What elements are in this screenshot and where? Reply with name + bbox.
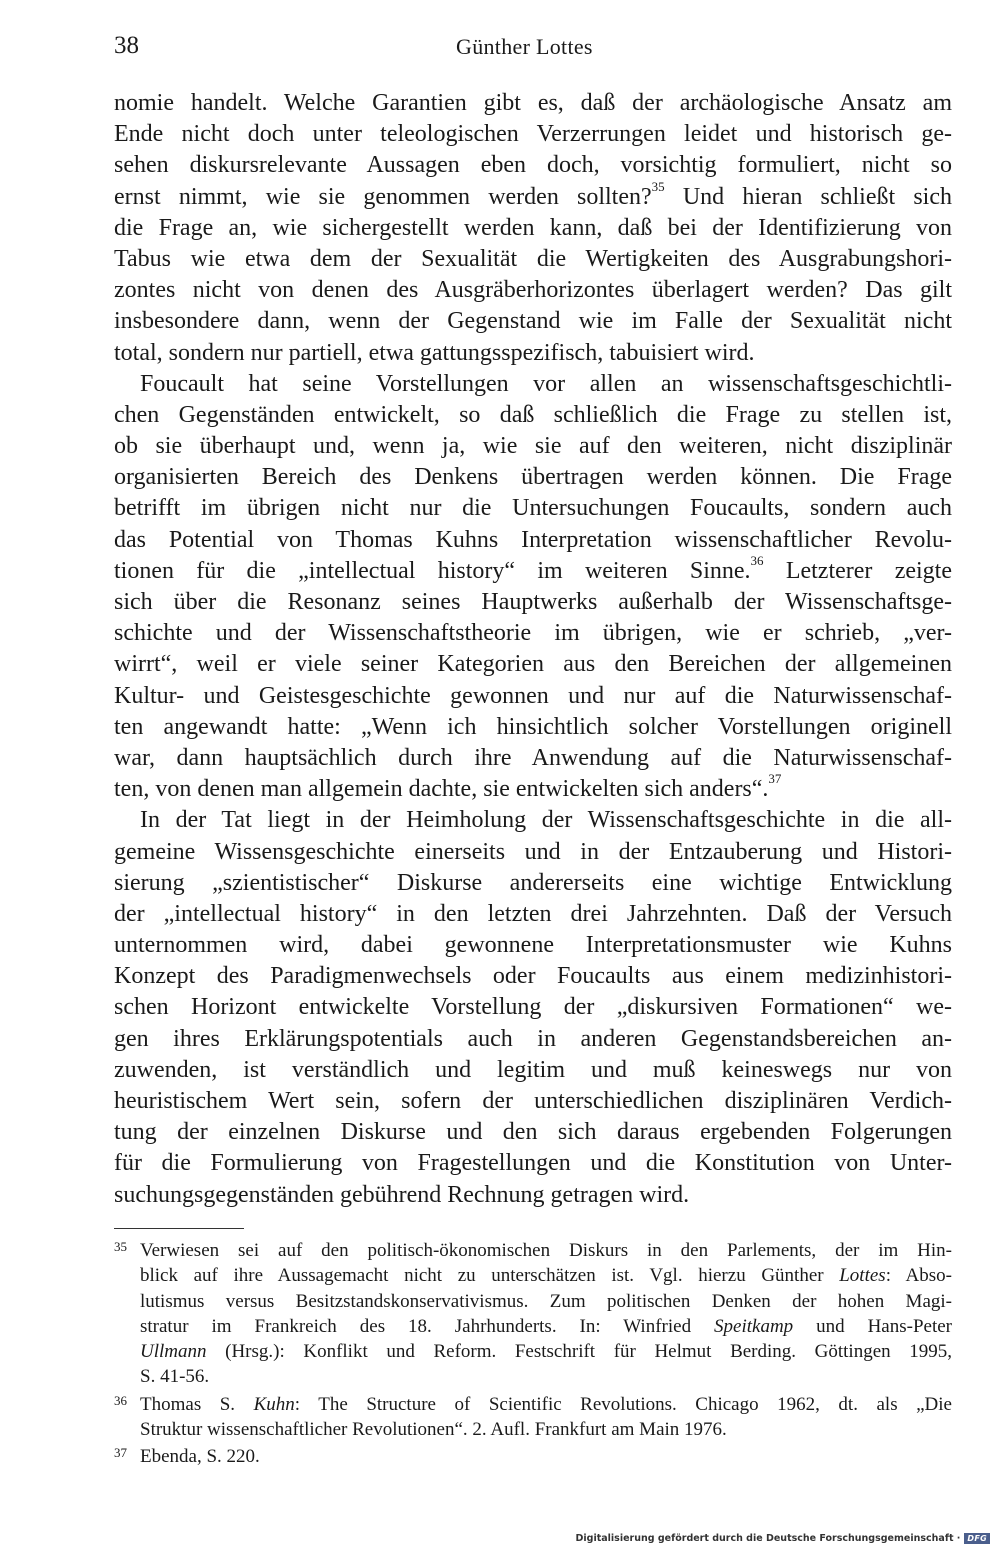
text-line: sierung „szientistischer“ Diskurse andererseits eine wichtige Entwicklung — [114, 869, 952, 896]
text-line: Foucault hat seine Vorstellungen vor allen an wissenschaftsgeschichtli- — [140, 370, 952, 397]
text-line: nomie handelt. Welche Garantien gibt es, daß der archäologische Ansatz am — [114, 90, 952, 116]
text-line: heuristischem Wert sein, sofern der unterschiedlichen disziplinären Verdich- — [114, 1088, 952, 1114]
footnote — [114, 1392, 952, 1443]
footnote-line: Struktur wissenschaftlicher Revolutionen“. 2. Aufl. Frankfurt am Main 1976. — [140, 1419, 727, 1441]
footnote-number: 37 — [114, 1445, 127, 1461]
text-line: war, dann hauptsächlich durch ihre Anwendung auf die Naturwissenschaf- — [114, 744, 952, 771]
text-line: gemeine Wissensgeschichte einerseits und in der Entzauberung und Histori- — [114, 838, 952, 865]
paragraph — [114, 369, 952, 806]
text-line: schen Horizont entwickelte Vorstellung der „diskursiven Formationen“ we- — [114, 994, 952, 1021]
text-line: chen Gegenständen entwickelt, so daß schließlich die Frage zu stellen ist, — [114, 401, 952, 428]
body-text — [114, 88, 952, 1211]
footnote-number: 36 — [114, 1392, 127, 1408]
text-line: Konzept des Paradigmenwechsels oder Foucaults aus einem medizinhistori- — [114, 963, 952, 990]
page-number: 38 — [114, 32, 139, 59]
running-head: Günther Lottes — [456, 34, 593, 59]
footnote-line: stratur im Frankreich des 18. Jahrhunderts. In: Winfried Speitkamp und Hans-Peter — [140, 1315, 952, 1337]
dfg-logo-icon: DFG — [964, 1533, 990, 1544]
italic-author-name: Kuhn — [253, 1393, 295, 1415]
footnote-line: Ebenda, S. 220. — [140, 1446, 260, 1468]
italic-author-name: Lottes — [839, 1265, 886, 1287]
footnote-ref: 37 — [768, 774, 782, 787]
italic-author-name: Speitkamp — [714, 1315, 794, 1337]
footnote — [114, 1238, 952, 1390]
text-line: die Frage an, wie sichergestellt werden kann, daß bei der Identifizierung von — [114, 214, 952, 241]
text-line: Tabus wie etwa dem der Sexualität die Wertigkeiten des Ausgrabungshori- — [114, 245, 952, 272]
footnote-line: lutismus versus Besitzstandskonservativismus. Zum politischen Denken der hohen Magi- — [140, 1290, 952, 1312]
footnote-line: Thomas S. Kuhn: The Structure of Scientific Revolutions. Chicago 1962, dt. als „Die — [140, 1393, 952, 1415]
text-line: der „intellectual history“ in den letzten drei Jahrzehnten. Daß der Versuch — [114, 900, 952, 927]
footnote-line: blick auf ihre Aussagemacht nicht zu unterschätzen ist. Vgl. hierzu Günther Lottes: Abso- — [140, 1265, 952, 1287]
credit-text: Digitalisierung gefördert durch die Deutsche Forschungsgemeinschaft · — [575, 1533, 961, 1544]
footnote-line: S. 41-56. — [140, 1366, 210, 1388]
text-line: ernst nimmt, wie sie genommen werden sollten?$^{35}$ Und hieran schließt sich — [114, 182, 952, 213]
text-line: unternommen wird, dabei gewonnene Interpretationsmuster wie Kuhns — [114, 932, 952, 959]
footnote-rule — [114, 1228, 244, 1229]
footnote-line: Verwiesen sei auf den politisch-ökonomischen Diskurs in den Parlements, der im Hin- — [140, 1240, 952, 1261]
text-line: insbesondere dann, wenn der Gegenstand wie im Falle der Sexualität nicht — [114, 308, 952, 335]
text-line: Kultur- und Geistesgeschichte gewonnen und nur auf die Naturwissenschaf- — [114, 682, 952, 709]
paragraph — [114, 88, 952, 369]
footnote-ref: 35 — [651, 181, 665, 194]
text-line: zuwenden, ist verständlich und legitim und muß keineswegs nur von — [114, 1056, 952, 1083]
text-line: ten angewandt hatte: „Wenn ich hinsichtlich solcher Vorstellungen originell — [114, 713, 952, 740]
paragraph — [114, 805, 952, 1210]
text-line: suchungsgegenständen gebührend Rechnung getragen wird. — [114, 1181, 690, 1208]
text-line: ten, von denen man allgemein dachte, sie entwickelten sich anders“.$^{37}$ — [114, 774, 952, 805]
text-line: schichte und der Wissenschaftstheorie im übrigen, wie er schrieb, „ver- — [114, 620, 952, 647]
text-line: Ende nicht doch unter teleologischen Verzerrungen leidet und historisch ge- — [114, 121, 952, 148]
footnote-line: Ullmann (Hrsg.): Konflikt und Reform. Festschrift für Helmut Berding. Göttingen 1995, — [140, 1341, 952, 1363]
text-line: für die Formulierung von Fragestellungen und die Konstitution von Unter- — [114, 1150, 952, 1177]
text-line: sehen diskursrelevante Aussagen eben doch, vorsichtig formuliert, nicht so — [114, 152, 952, 179]
text-line: total, sondern nur partiell, etwa gattungsspezifisch, tabuisiert wird. — [114, 339, 755, 366]
text-line: zontes nicht von denen des Ausgräberhorizontes überlagert werden? Das gilt — [114, 277, 952, 304]
text-line: In der Tat liegt in der Heimholung der Wissenschaftsgeschichte in die all- — [140, 807, 952, 834]
text-line: sich über die Resonanz seines Hauptwerks außerhalb der Wissenschaftsge- — [114, 589, 952, 615]
text-line: gen ihres Erklärungspotentials auch in anderen Gegenstandsbereichen an- — [114, 1025, 952, 1052]
digitization-credit — [576, 1533, 990, 1544]
text-line: wirrt“, weil er viele seiner Kategorien aus den Bereichen der allgemeinen — [114, 651, 952, 678]
text-line: das Potential von Thomas Kuhns Interpretation wissenschaftlicher Revolu- — [114, 526, 952, 553]
text-line: tung der einzelnen Diskurse und den sich daraus ergebenden Folgerungen — [114, 1119, 952, 1146]
text-line: organisierten Bereich des Denkens übertragen werden können. Die Frage — [114, 464, 952, 491]
text-line: tionen für die „intellectual history“ im weiteren Sinne.$^{36}$ Letzterer zeigte — [114, 556, 952, 587]
footnote-ref: 36 — [750, 555, 764, 568]
footnotes — [114, 1238, 952, 1470]
italic-author-name: Ullmann — [140, 1341, 207, 1363]
text-line: ob sie überhaupt und, wenn ja, wie sie auf den weiteren, nicht disziplinär — [114, 433, 952, 460]
footnote — [114, 1444, 952, 1469]
footnote-number: 35 — [114, 1239, 127, 1254]
text-line: betrifft im übrigen nicht nur die Untersuchungen Foucaults, sondern auch — [114, 495, 952, 522]
